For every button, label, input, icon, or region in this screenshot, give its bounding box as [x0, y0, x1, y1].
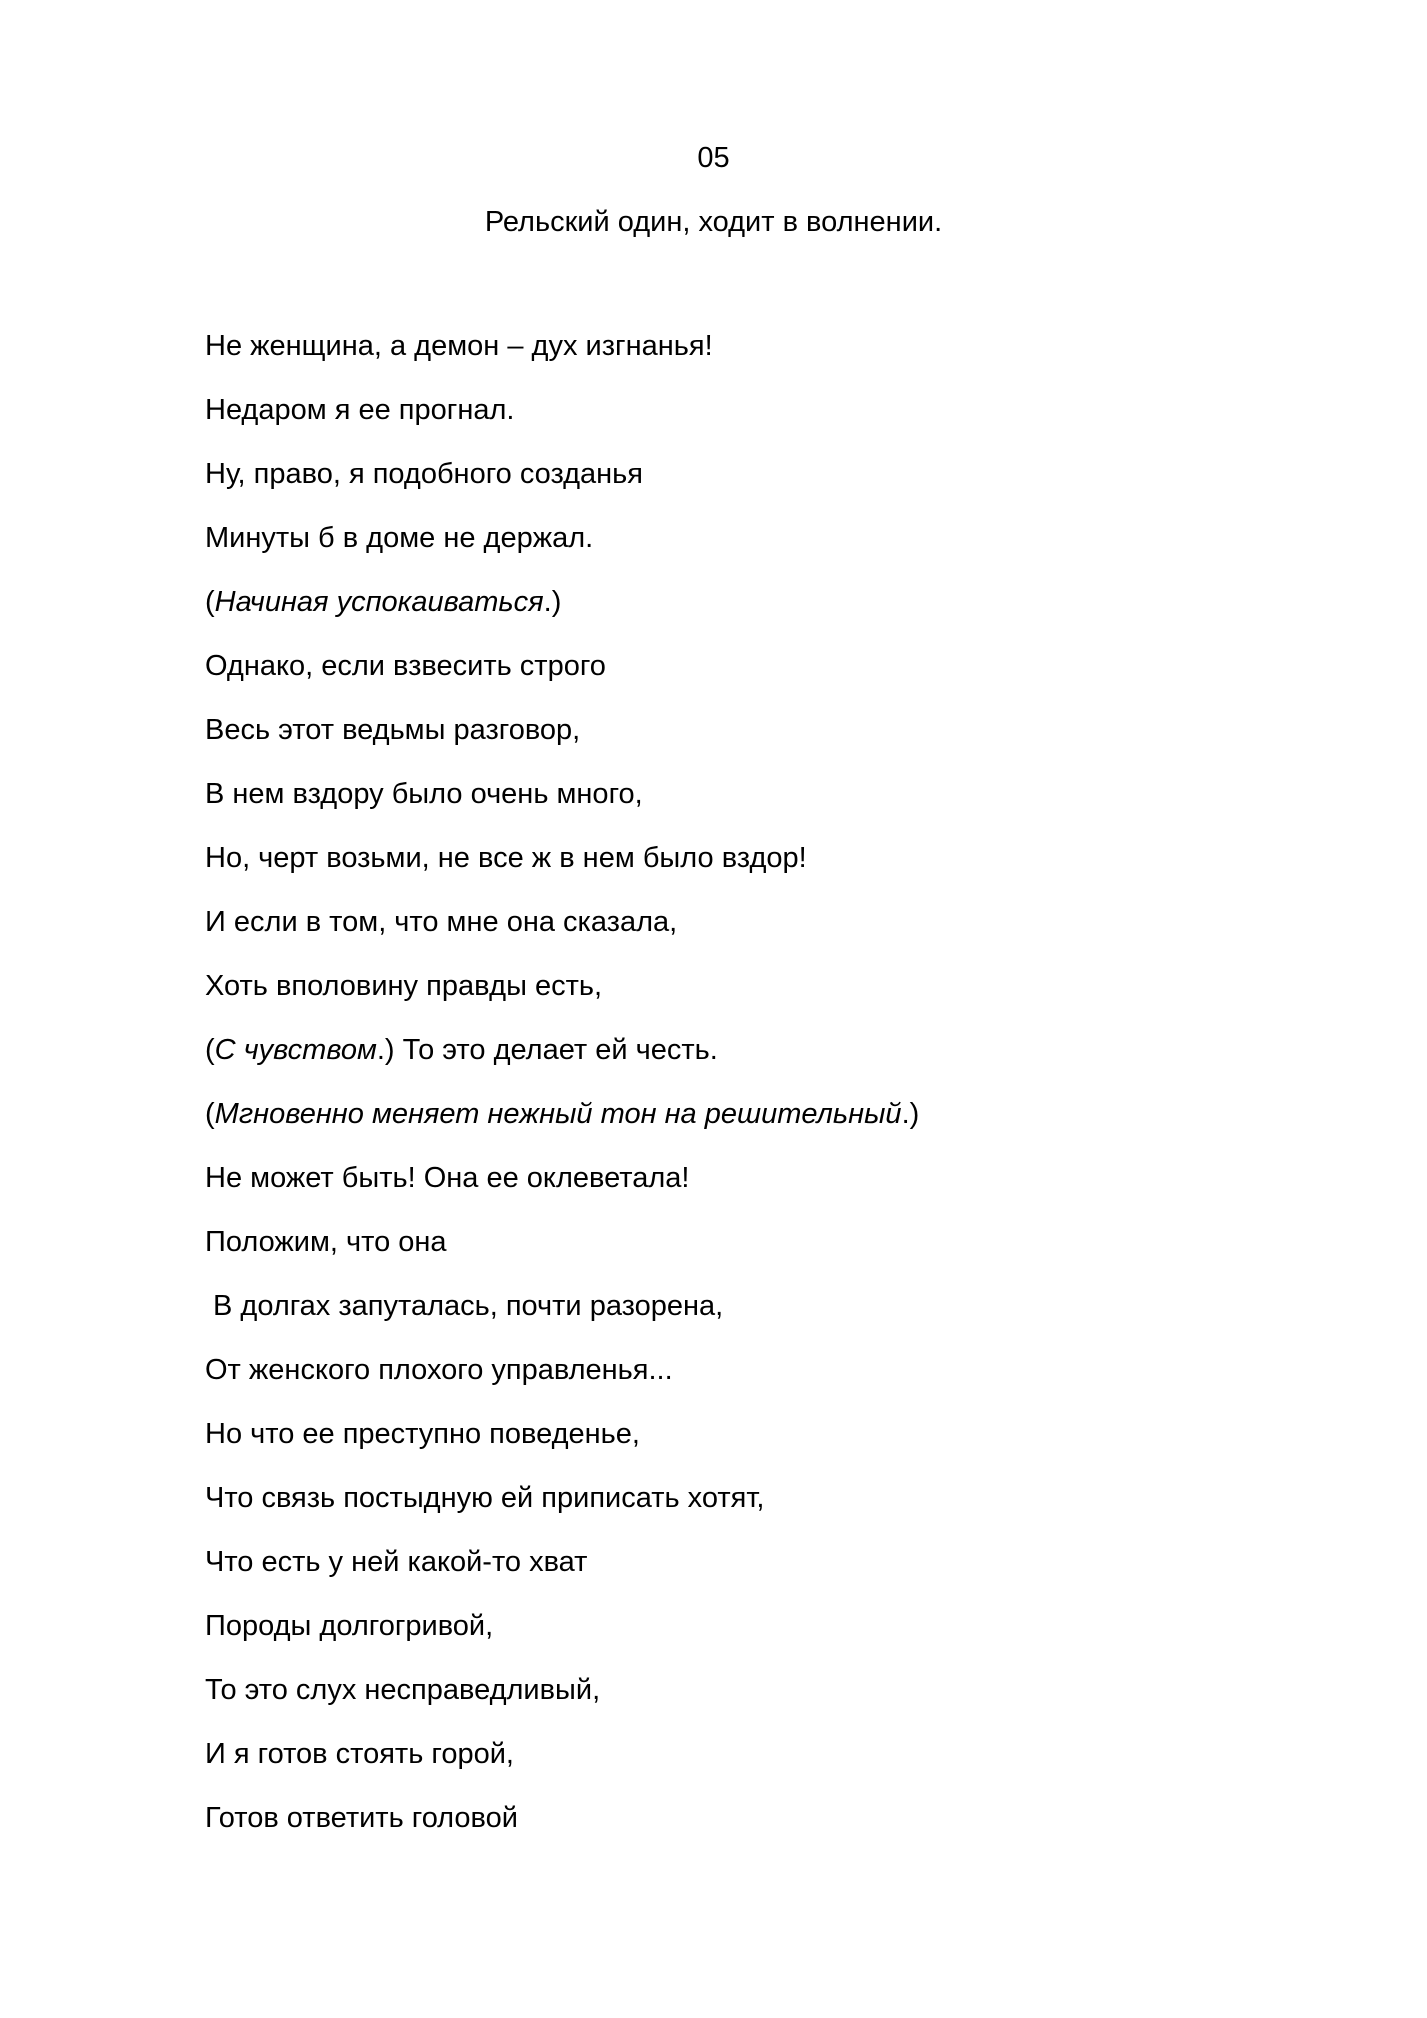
verse-line: [205, 646, 1305, 710]
verse-line: [205, 838, 1305, 902]
verse-text: Однако, если взвесить строго: [205, 650, 606, 682]
verse-line: [205, 774, 1305, 838]
direction-open: (: [205, 586, 215, 618]
verse-text: Ну, право, я подобного созданья: [205, 458, 643, 490]
verse-text: В нем вздору было очень много,: [205, 778, 643, 810]
verse-line: [205, 1350, 1305, 1414]
verse-line: [205, 1734, 1305, 1798]
direction-close: .): [901, 1098, 920, 1130]
verse-line: [205, 582, 1305, 646]
stage-direction: Начиная успокаиваться: [214, 586, 544, 618]
verse-line: [205, 1606, 1305, 1670]
verse-text: От женского плохого управленья...: [205, 1354, 673, 1386]
verse-line: [205, 902, 1305, 966]
verse-line: [205, 1670, 1305, 1734]
direction-open: (: [205, 1034, 215, 1066]
direction-close: .): [543, 586, 562, 618]
verse-line: [205, 1158, 1305, 1222]
verse-text: И я готов стоять горой,: [205, 1738, 514, 1770]
verse-line: [205, 1798, 1305, 1862]
direction-open: (: [205, 1098, 215, 1130]
stage-direction: Мгновенно меняет нежный тон на решительный: [214, 1098, 902, 1130]
verse-line: [205, 1222, 1305, 1286]
verse-text: Весь этот ведьмы разговор,: [205, 714, 581, 746]
scene-number: 05: [697, 142, 730, 174]
verse-line: [205, 454, 1305, 518]
verse-line: [205, 326, 1305, 390]
verse-text: Хоть вполовину правды есть,: [205, 970, 603, 1002]
verse-body: [205, 326, 1305, 1862]
verse-line: [205, 1030, 1305, 1094]
verse-line: [205, 390, 1305, 454]
verse-text: Породы долгогривой,: [205, 1610, 494, 1642]
direction-close: .) То это делает ей честь.: [376, 1034, 718, 1066]
verse-line: [205, 1094, 1305, 1158]
verse-line: [205, 1414, 1305, 1478]
verse-text: Что связь постыдную ей приписать хотят,: [205, 1482, 765, 1514]
verse-text: Недаром я ее прогнал.: [205, 394, 515, 426]
verse-line: [205, 710, 1305, 774]
verse-line: [205, 966, 1305, 1030]
verse-line: [205, 1542, 1305, 1606]
verse-text: Но, черт возьми, не все ж в нем было вздор!: [205, 842, 807, 874]
verse-line: [205, 518, 1305, 582]
verse-text: Минуты б в доме не держал.: [205, 522, 594, 554]
verse-text: Что есть у ней какой-то хват: [205, 1546, 588, 1578]
verse-line: [205, 1478, 1305, 1542]
stage-direction: С чувством: [214, 1034, 377, 1066]
verse-text: Не женщина, а демон – дух изгнанья!: [205, 330, 713, 362]
verse-text: В долгах запуталась, почти разорена,: [213, 1290, 724, 1322]
verse-text: Но что ее преступно поведенье,: [205, 1418, 640, 1450]
verse-line: [205, 1286, 1305, 1350]
verse-text: Готов ответить головой: [205, 1802, 518, 1834]
verse-text: То это слух несправедливый,: [205, 1674, 601, 1706]
stage-heading: Рельский один, ходит в волнении.: [484, 206, 943, 238]
verse-text: Не может быть! Она ее оклеветала!: [205, 1162, 690, 1194]
verse-text: Положим, что она: [205, 1226, 447, 1258]
verse-text: И если в том, что мне она сказала,: [205, 906, 678, 938]
